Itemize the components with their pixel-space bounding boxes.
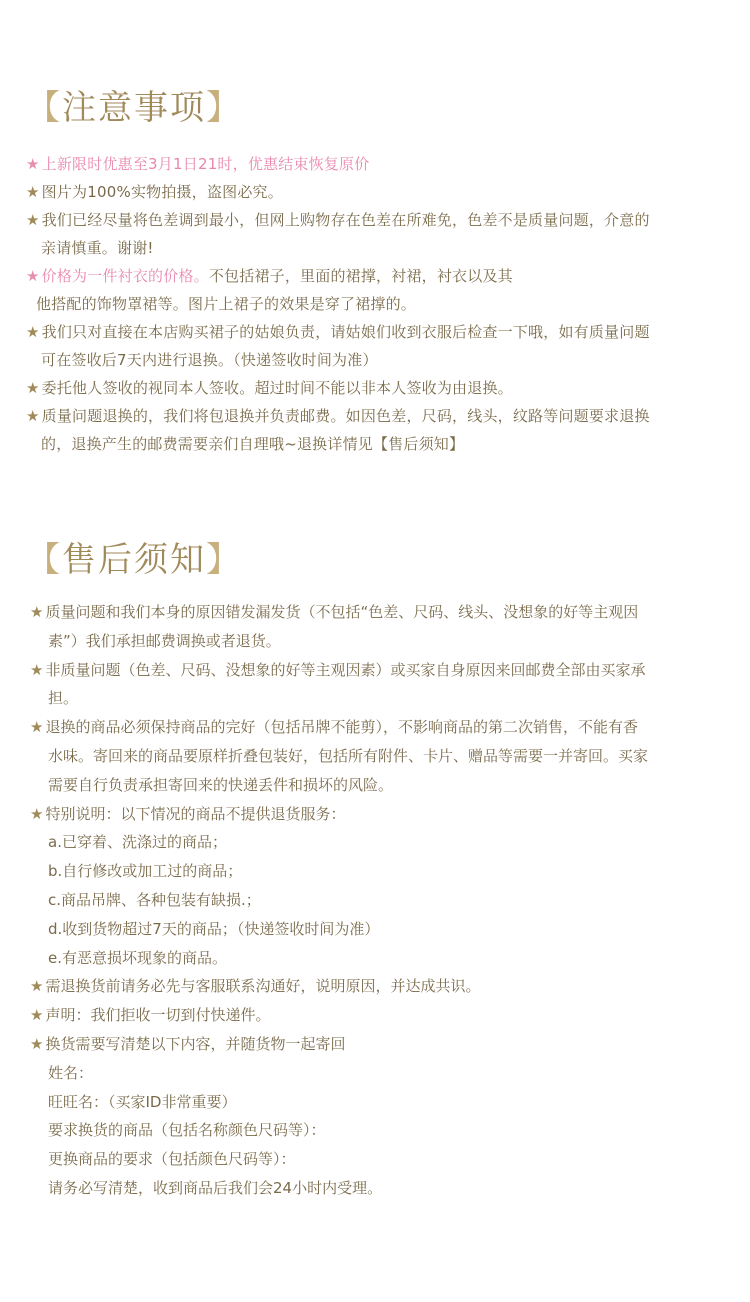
after-item — [30, 1001, 730, 1030]
star-icon: ★ — [26, 407, 40, 425]
form-field: 姓名： — [48, 1063, 94, 1082]
after-item — [30, 972, 730, 1001]
after-sales-title-text: 售后须知 — [62, 540, 206, 580]
note-item — [26, 262, 726, 290]
form-field: 更换商品的要求（包括颜色尺码等）： — [48, 1150, 296, 1169]
note-text: 图片为100%实物拍摄，盗图必究。 — [41, 183, 283, 201]
after-text: 声明：我们拒收一切到付快递件。 — [45, 1006, 271, 1025]
after-item — [30, 800, 730, 829]
note-item — [26, 318, 726, 346]
star-icon: ★ — [26, 323, 40, 341]
star-icon: ★ — [26, 155, 40, 173]
star-icon: ★ — [26, 267, 40, 285]
note-item — [26, 178, 726, 206]
star-icon: ★ — [30, 977, 44, 996]
note-text: 委托他人签收的视同本人签收。超过时间不能以非本人签收为由退换。 — [41, 379, 513, 397]
note-item — [26, 150, 726, 178]
bracket-open: 【 — [26, 540, 62, 580]
after-item — [30, 598, 730, 627]
after-text: 非质量问题（色差、尺码、没想象的好等主观因素）或买家自身原因来回邮费全部由买家承 — [45, 660, 646, 679]
star-icon: ★ — [26, 211, 40, 229]
bracket-open: 【 — [26, 88, 62, 128]
note-text: 不包括裙子，里面的裙撑，衬裙，衬衣以及其 — [208, 267, 513, 285]
star-icon: ★ — [30, 603, 44, 621]
note-text: 我们已经尽量将色差调到最小，但网上购物存在色差在所难免，色差不是质量问题，介意的 — [41, 211, 650, 229]
note-item — [26, 374, 726, 402]
special-list-item: e.有恶意损坏现象的商品。 — [48, 948, 227, 967]
after-sales-list — [30, 598, 730, 1203]
after-item-continued: 水味。寄回来的商品要原样折叠包装好，包括所有附件、卡片、赠品等需要一并寄回。买家 — [48, 746, 649, 765]
bracket-close: 】 — [206, 540, 242, 580]
notes-list — [26, 150, 726, 458]
note-item-continued: 他搭配的饰物罩裙等。图片上裙子的效果是穿了裙撑的。 — [36, 295, 417, 313]
form-field: 请务必写清楚，收到商品后我们会24小时内受理。 — [48, 1178, 383, 1197]
note-text: 我们只对直接在本店购买裙子的姑娘负责，请姑娘们收到衣服后检查一下哦，如有质量问题 — [41, 323, 650, 341]
form-field: 旺旺名：（买家ID非常重要） — [48, 1092, 237, 1111]
after-item — [30, 713, 730, 742]
note-item-continued: 的，退换产生的邮费需要亲们自理哦~退换详情见【售后须知】 — [41, 435, 465, 453]
note-item — [26, 402, 726, 430]
form-field: 要求换货的商品（包括名称颜色尺码等）： — [48, 1121, 326, 1140]
star-icon: ★ — [26, 379, 40, 397]
star-icon: ★ — [30, 804, 44, 823]
star-icon: ★ — [30, 660, 44, 679]
star-icon: ★ — [30, 1034, 44, 1053]
star-icon: ★ — [30, 718, 44, 737]
special-list-item: c.商品吊牌、各种包装有缺损.； — [48, 890, 261, 909]
note-item — [26, 206, 726, 234]
note-text: 上新限时优惠至3月1日21时，优惠结束恢复原价 — [41, 155, 370, 173]
after-item — [30, 656, 730, 685]
special-list-item: b.自行修改或加工过的商品； — [48, 862, 243, 881]
note-text: 质量问题退换的，我们将包退换并负责邮费。如因色差，尺码，线头，纹路等问题要求退换 — [41, 407, 650, 425]
after-text: 换货需要写清楚以下内容，并随货物一起寄回 — [45, 1034, 346, 1053]
star-icon: ★ — [30, 1006, 44, 1025]
after-item-continued: 素”）我们承担邮费调换或者退货。 — [48, 631, 281, 650]
star-icon: ★ — [26, 183, 40, 201]
after-text: 特别说明：以下情况的商品不提供退货服务： — [45, 804, 346, 823]
after-text: 退换的商品必须保持商品的完好（包括吊牌不能剪），不影响商品的第二次销售，不能有香 — [45, 718, 638, 737]
note-item-continued: 亲请慎重。谢谢! — [41, 239, 154, 257]
special-list-item: d.收到货物超过7天的商品；（快递签收时间为准） — [48, 919, 380, 938]
bracket-close: 】 — [206, 88, 242, 128]
after-item-continued: 需要自行负责承担寄回来的快递丢件和损坏的风险。 — [48, 775, 394, 794]
after-text: 需退换货前请务必先与客服联系沟通好，说明原因，并达成共识。 — [45, 977, 481, 996]
special-list-item: a.已穿着、洗涤过的商品； — [48, 833, 227, 852]
price-note-highlight: 价格为一件衬衣的价格。 — [41, 267, 209, 285]
after-sales-title — [26, 532, 242, 581]
after-item-continued: 担。 — [48, 689, 79, 708]
after-item — [30, 1030, 730, 1059]
notes-title — [26, 80, 242, 129]
note-item-continued: 可在签收后7天内进行退换。（快递签收时间为准） — [41, 351, 378, 369]
after-text: 质量问题和我们本身的原因错发漏发货（不包括“色差、尺码、线头、没想象的好等主观因 — [45, 603, 639, 621]
notes-title-text: 注意事项 — [62, 88, 206, 128]
